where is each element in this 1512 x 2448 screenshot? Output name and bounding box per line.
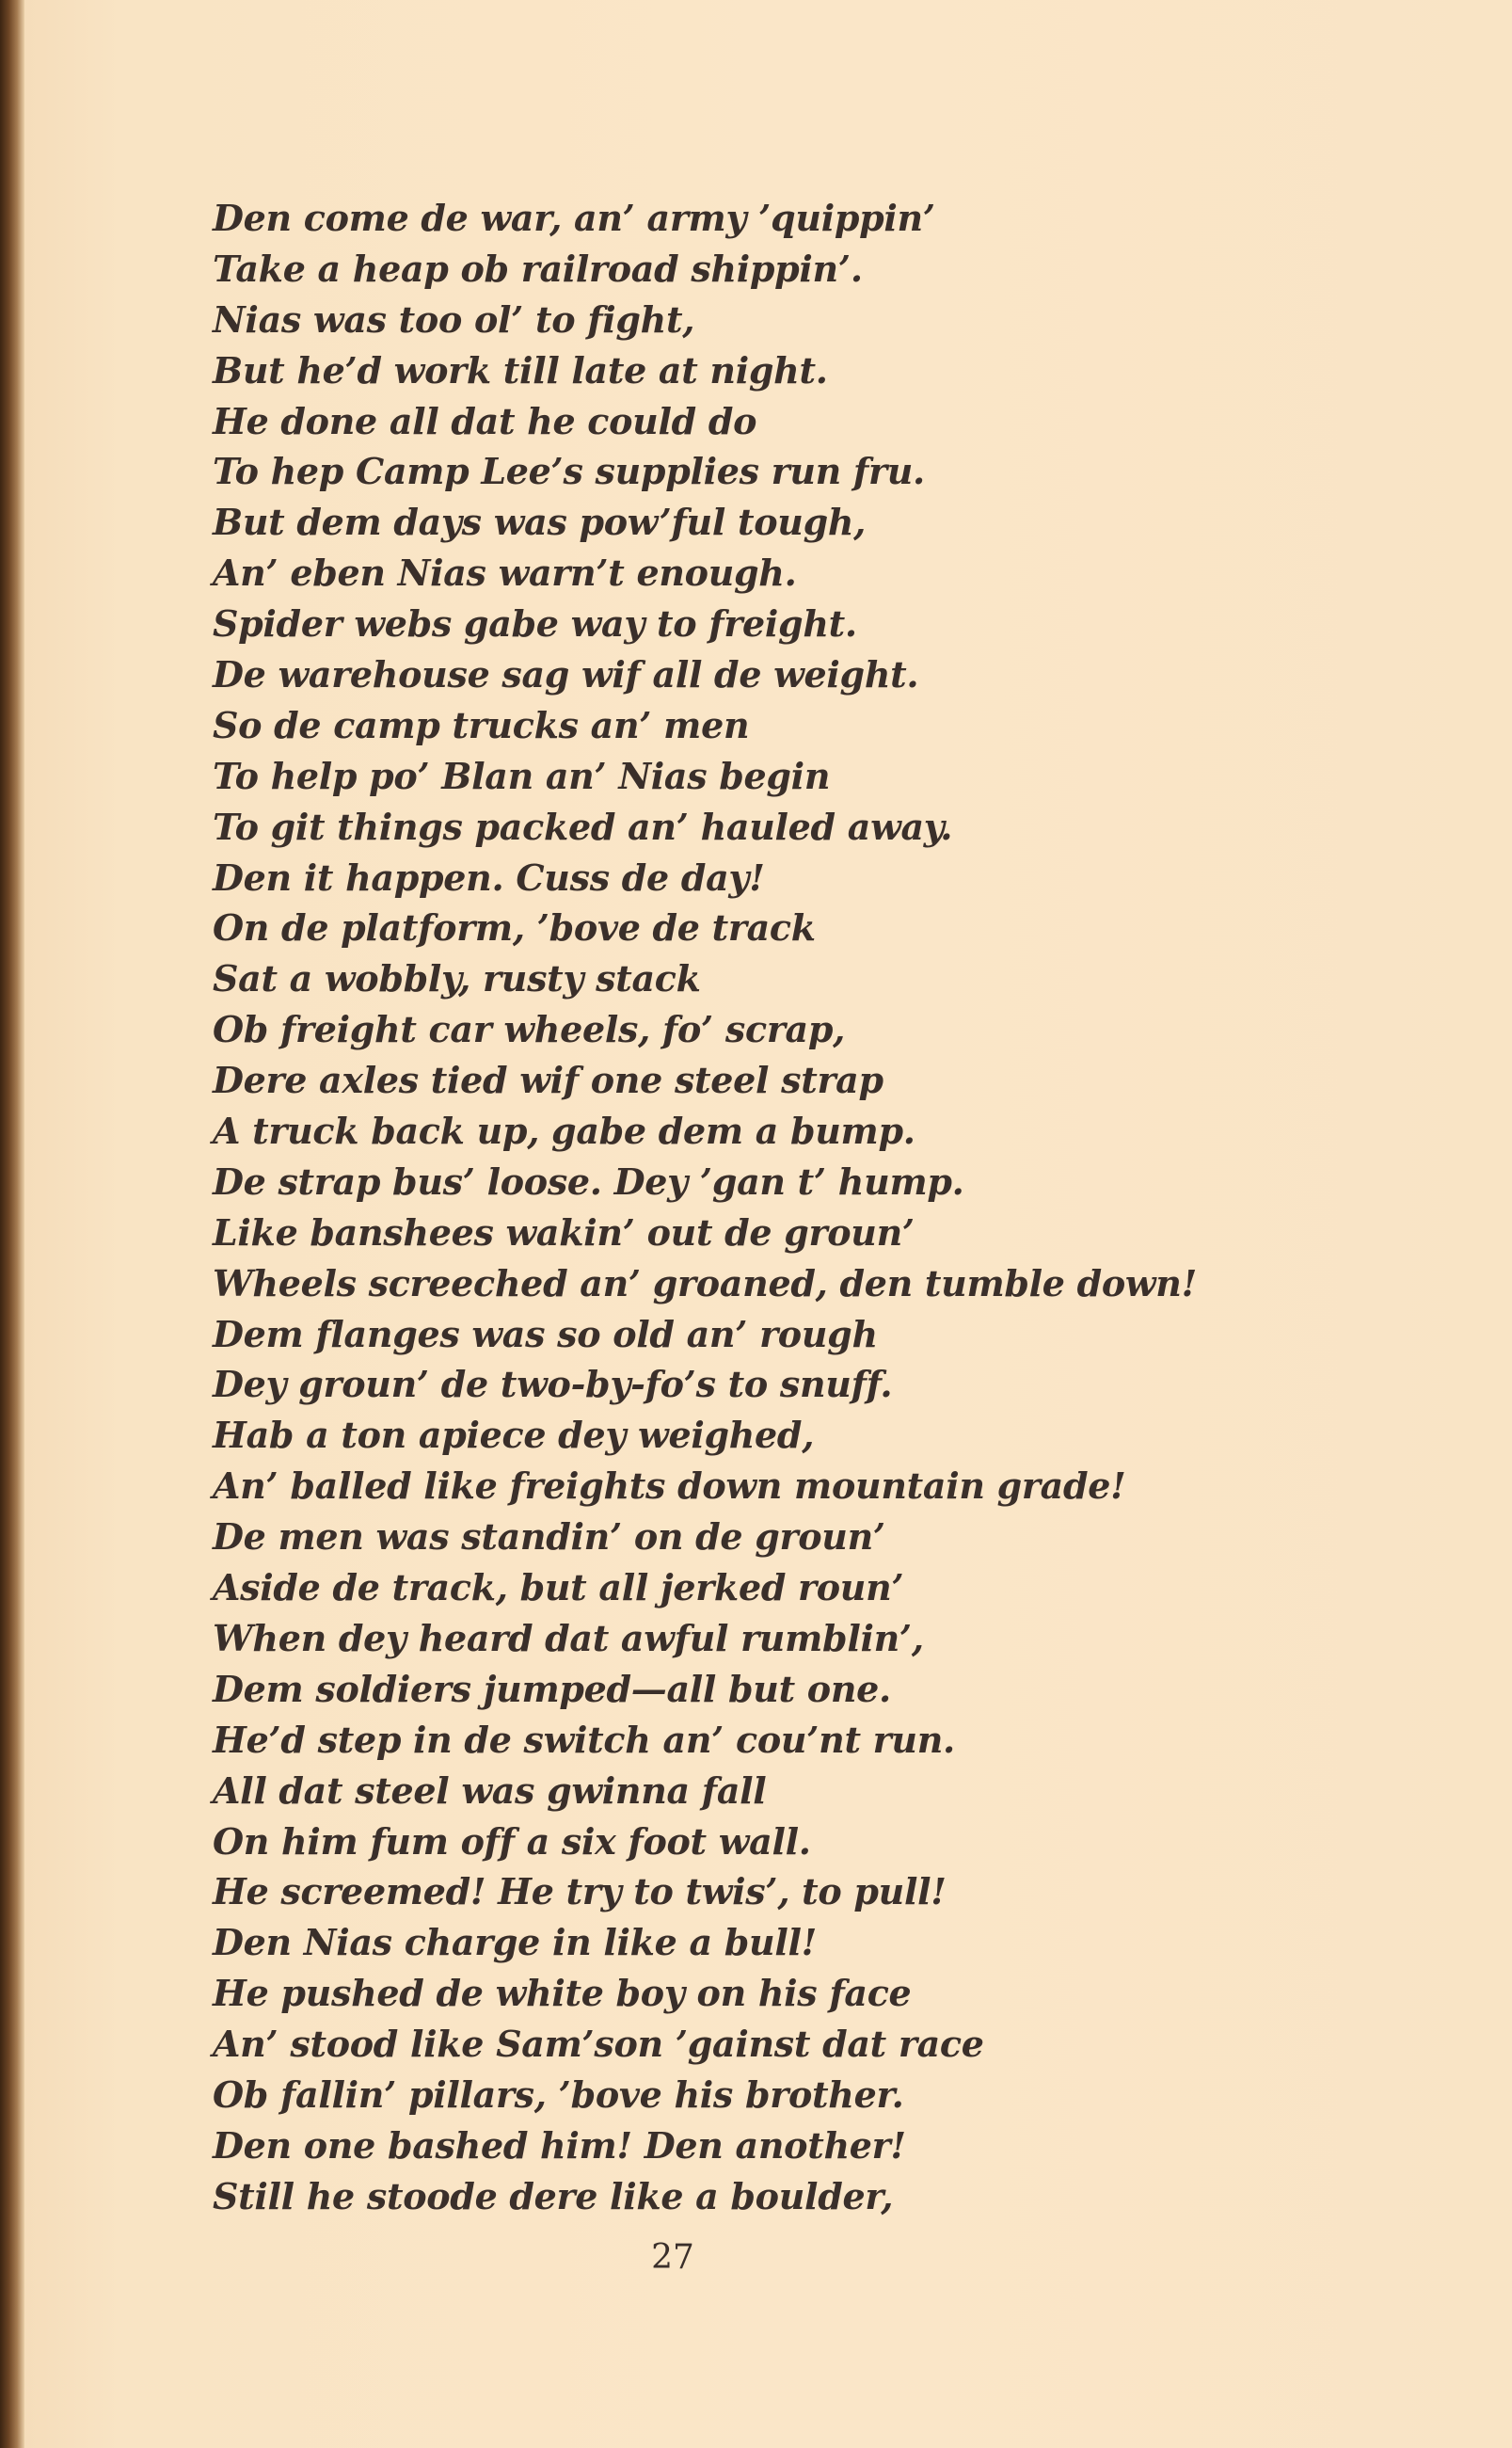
page-number: 27 [651,2238,694,2277]
poem-line: All dat steel was gwinna fall [213,1768,767,1812]
poem-line: He’d step in de switch an’ cou’nt run. [213,1718,955,1761]
poem-line: Wheels screeched an’ groaned, den tumble down! [213,1261,1198,1304]
poem-line: Dey groun’ de two-by-fo’s to snuff. [213,1363,893,1406]
poem-line: Dere axles tied wif one steel strap [213,1059,883,1102]
poem-line: An’ eben Nias warn’t enough. [213,552,797,595]
poem-line: Hab a ton apiece dey weighed, [213,1414,815,1457]
poem-line: To git things packed an’ hauled away. [213,805,953,848]
poem-line: When dey heard dat awful rumblin’, [213,1616,924,1659]
poem-line: He done all dat he could do [213,399,757,442]
poem-line: De warehouse sag wif all de weight. [213,653,919,696]
poem-line: To help po’ Blan an’ Nias begin [213,754,831,797]
poem-line: A truck back up, gabe dem a bump. [213,1110,915,1153]
poem-line: On de platform, ’bove de track [213,906,816,950]
poem-line: Nias was too ol’ to fight, [213,297,695,341]
poem-line: An’ stood like Sam’son ’gainst dat race [213,2023,984,2066]
poem-line: De men was standin’ on de groun’ [213,1515,885,1559]
poem-line: Spider webs gabe way to freight. [213,602,857,646]
poem-line: Den Nias charge in like a bull! [213,1921,817,1964]
poem-line: Den one bashed him! Den another! [213,2123,906,2167]
poem-line: To hep Camp Lee’s supplies run fru. [213,450,925,493]
book-binding-edge [0,0,24,2448]
poem-line: An’ balled like freights down mountain grade! [213,1464,1126,1508]
poem-line: Den it happen. Cuss de day! [213,856,765,899]
poem-line: Sat a wobbly, rusty stack [213,957,701,1000]
poem-line: He screemed! He try to twis’, to pull! [213,1870,947,1913]
poem-line: Ob fallin’ pillars, ’bove his brother. [213,2072,904,2116]
poem-line: Like banshees wakin’ out de groun’ [213,1210,915,1254]
poem-line: Aside de track, but all jerked roun’ [213,1566,904,1609]
poem-line: De strap bus’ loose. Dey ’gan t’ hump. [213,1160,964,1203]
poem-line: Den come de war, an’ army ’quippin’ [213,197,935,239]
poem-line: Dem flanges was so old an’ rough [213,1312,878,1355]
poem-line: On him fum off a six foot wall. [213,1819,811,1863]
poem-line: Ob freight car wheels, fo’ scrap, [213,1008,846,1051]
poem-line: He pushed de white boy on his face [213,1972,912,2015]
poem-body [213,193,1436,2222]
poem-line: But dem days was pow’ful tough, [213,501,867,544]
poem-line: Still he stoode dere like a boulder, [213,2174,894,2217]
poem-line: But he’d work till late at night. [213,348,828,392]
poem-line: Take a heap ob railroad shippin’. [213,247,863,290]
poem-line: So de camp trucks an’ men [213,703,750,746]
poem-line: Dem soldiers jumped—all but one. [213,1667,891,1710]
